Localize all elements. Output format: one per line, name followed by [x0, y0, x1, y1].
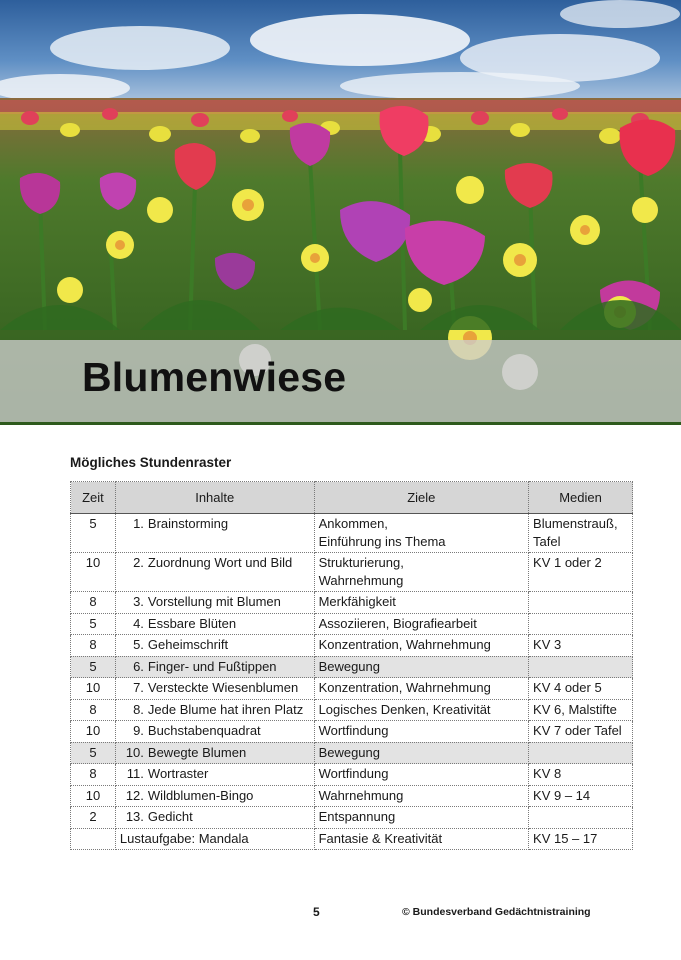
cell-medien [529, 613, 633, 635]
cell-medien [529, 742, 633, 764]
cell-medien: KV 8 [529, 764, 633, 786]
cell-inhalt [115, 721, 314, 743]
cell-zeit: 10 [71, 553, 116, 592]
item-number: 12. [125, 787, 144, 803]
item-title: Versteckte Wiesenblumen [147, 680, 299, 695]
cell-medien: KV 1 oder 2 [529, 553, 633, 592]
cell-ziele: Wortfindung [314, 764, 528, 786]
item-number: 11. [126, 766, 144, 781]
cell-zeit: 10 [71, 678, 116, 700]
cell-medien: KV 7 oder Tafel [529, 721, 633, 743]
cell-medien [529, 807, 633, 829]
item-title: Buchstabenquadrat [147, 723, 261, 738]
item-title: Wortraster [147, 766, 209, 781]
cell-medien: Blumenstrauß, Tafel [529, 514, 633, 553]
cell-ziele: Bewegung [314, 656, 528, 678]
item-number: 5. [133, 637, 144, 652]
cell-inhalt [115, 613, 314, 635]
cell-inhalt [115, 807, 314, 829]
table-row [71, 807, 633, 829]
table-row [71, 721, 633, 743]
header-medien: Medien [529, 482, 633, 514]
copyright-notice: © Bundesverband Gedächtnistraining [402, 906, 591, 918]
cell-ziele: Logisches Denken, Kreativität [314, 699, 528, 721]
page-number: 5 [313, 905, 320, 919]
item-title: Essbare Blüten [147, 615, 237, 631]
item-number: 8. [133, 701, 144, 717]
page-title: Blumenwiese [82, 354, 347, 400]
item-number: 4. [133, 615, 144, 631]
cell-zeit: 5 [71, 613, 116, 635]
cell-medien: KV 15 – 17 [529, 828, 633, 850]
cell-ziele: Ankommen, Einführung ins Thema [314, 514, 528, 553]
item-title: Wildblumen-Bingo [147, 787, 254, 803]
cell-ziele: Bewegung [314, 742, 528, 764]
cell-zeit: 10 [71, 785, 116, 807]
item-title: Geheimschrift [147, 637, 229, 652]
cell-medien: KV 9 – 14 [529, 785, 633, 807]
cell-medien: KV 3 [529, 635, 633, 657]
cell-medien: KV 4 oder 5 [529, 678, 633, 700]
item-title: Vorstellung mit Blumen [147, 594, 281, 609]
cell-inhalt [115, 828, 314, 850]
table-row [71, 553, 633, 592]
cell-zeit: 2 [71, 807, 116, 829]
cell-zeit: 10 [71, 721, 116, 743]
table-row [71, 656, 633, 678]
cell-ziele: Assoziieren, Biografiearbeit [314, 613, 528, 635]
table-row [71, 742, 633, 764]
cell-ziele: Merkfähigkeit [314, 592, 528, 614]
table-row [71, 678, 633, 700]
item-number: 13. [125, 809, 144, 824]
cell-ziele: Konzentration, Wahrnehmung [314, 635, 528, 657]
cell-zeit: 5 [71, 742, 116, 764]
cell-ziele: Entspannung [314, 807, 528, 829]
item-number: 10. [125, 744, 144, 760]
cell-ziele: Wahrnehmung [314, 785, 528, 807]
cell-inhalt [115, 785, 314, 807]
cell-ziele: Fantasie & Kreativität [314, 828, 528, 850]
cell-inhalt [115, 742, 314, 764]
header-inhalte: Inhalte [115, 482, 314, 514]
cell-ziele: Konzentration, Wahrnehmung [314, 678, 528, 700]
item-title: Zuordnung Wort und Bild [147, 555, 293, 570]
header-ziele: Ziele [314, 482, 528, 514]
cell-zeit: 5 [71, 656, 116, 678]
cell-zeit: 8 [71, 764, 116, 786]
item-title: Bewegte Blumen [147, 744, 247, 760]
schedule-table [70, 481, 633, 850]
table-row [71, 514, 633, 553]
item-title: Brainstorming [147, 516, 229, 531]
cell-inhalt [115, 553, 314, 592]
table-row [71, 635, 633, 657]
table-body [71, 514, 633, 850]
item-number: 7. [133, 680, 144, 695]
table-header-row [71, 482, 633, 514]
cell-zeit: 8 [71, 635, 116, 657]
cell-ziele: Strukturierung, Wahrnehmung [314, 553, 528, 592]
table-row [71, 699, 633, 721]
table-row [71, 764, 633, 786]
cell-zeit: 5 [71, 514, 116, 553]
item-number: 6. [133, 658, 144, 674]
table-row [71, 613, 633, 635]
cell-inhalt [115, 635, 314, 657]
item-title: Gedicht [147, 809, 193, 824]
item-number: 1. [133, 516, 144, 531]
item-number: 9. [133, 723, 144, 738]
cell-medien [529, 656, 633, 678]
cell-zeit [71, 828, 116, 850]
item-title: Jede Blume hat ihren Platz [147, 701, 304, 717]
table-row [71, 828, 633, 850]
section-heading: Mögliches Stundenraster [70, 455, 232, 470]
cell-medien [529, 592, 633, 614]
cell-inhalt [115, 592, 314, 614]
cell-zeit: 8 [71, 699, 116, 721]
item-number: 2. [133, 555, 144, 570]
cell-medien: KV 6, Malstifte [529, 699, 633, 721]
item-title: Finger- und Fußtippen [147, 658, 277, 674]
header-zeit: Zeit [71, 482, 116, 514]
cell-inhalt [115, 514, 314, 553]
cell-ziele: Wortfindung [314, 721, 528, 743]
item-title: Lustaufgabe: Mandala [119, 830, 249, 846]
cell-inhalt [115, 764, 314, 786]
cell-zeit: 8 [71, 592, 116, 614]
item-number: 3. [133, 594, 144, 609]
table-row [71, 785, 633, 807]
cell-inhalt [115, 678, 314, 700]
cell-inhalt [115, 656, 314, 678]
table-row [71, 592, 633, 614]
cell-inhalt [115, 699, 314, 721]
